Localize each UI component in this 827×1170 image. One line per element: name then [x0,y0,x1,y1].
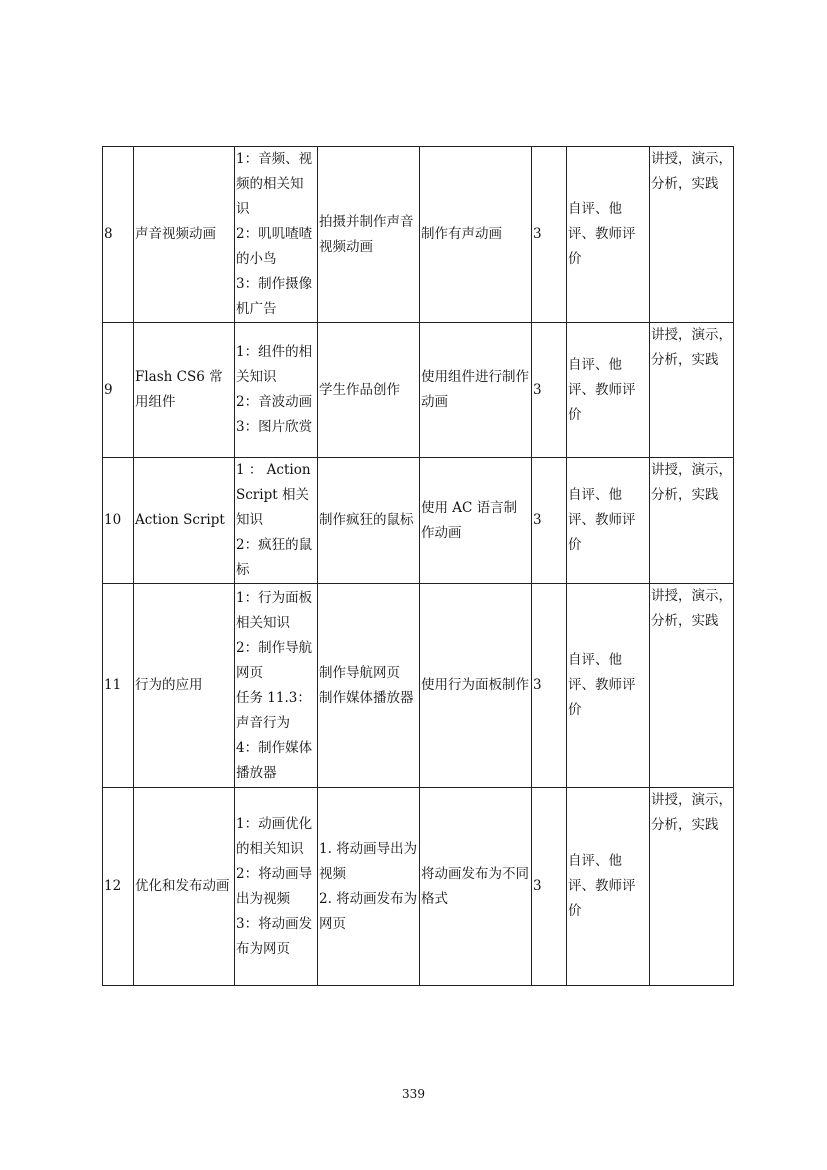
method-cell: 讲授，演示，分析，实践 [650,584,734,788]
task-text: 1. 将动画导出为视频 2. 将动画发布为网页 [319,840,418,932]
table-row [103,323,734,458]
row-number: 11 [103,584,134,788]
task-cell [318,147,420,323]
evaluation-cell: 自评、他评、教师评价 [567,458,650,584]
method-cell: 讲授，演示，分析，实践 [650,147,734,323]
hours-cell: 3 [532,458,567,584]
topic-cell: Flash CS6 常用组件 [134,323,235,458]
method-cell: 讲授，演示，分析，实践 [650,788,734,986]
content-text: 1：动画优化的相关知识 2：将动画导出为视频 3：将动画发布为网页 [236,815,313,957]
task-text: 制作导航网页 制作媒体播放器 [319,664,414,706]
goal-cell: 使用行为面板制作 [420,584,532,788]
task-cell [318,788,420,986]
table-row [103,788,734,986]
hours-cell: 3 [532,147,567,323]
method-cell: 讲授，演示，分析，实践 [650,323,734,458]
content-cell [235,147,318,323]
topic-cell: 声音视频动画 [134,147,235,323]
task-text: 学生作品创作 [319,381,400,398]
method-cell: 讲授，演示，分析，实践 [650,458,734,584]
hours-cell: 3 [532,788,567,986]
content-text: 1：音频、视频的相关知识 2：叽叽喳喳的小鸟 3：制作摄像机广告 [236,151,313,317]
goal-cell: 将动画发布为不同格式 [420,788,532,986]
task-cell [318,323,420,458]
row-number: 12 [103,788,134,986]
table-row [103,147,734,323]
page-number: 339 [402,1087,425,1101]
topic-cell: 优化和发布动画 [134,788,235,986]
goal-cell: 使用 AC 语言制作动画 [420,458,532,584]
evaluation-cell: 自评、他评、教师评价 [567,147,650,323]
course-plan-table [102,146,734,986]
table-row [103,584,734,788]
evaluation-cell: 自评、他评、教师评价 [567,323,650,458]
content-text: 1 ： Action Script 相关知识 2：疯狂的鼠标 [236,462,313,578]
content-text: 1：组件的相关知识 2：音波动画 3：图片欣赏 [236,344,313,435]
topic-cell: Action Script [134,458,235,584]
task-text: 制作疯狂的鼠标 [319,512,414,528]
task-text: 拍摄并制作声音视频动画 [319,213,414,255]
goal-cell: 制作有声动画 [420,147,532,323]
task-cell [318,458,420,584]
content-cell [235,788,318,986]
hours-cell: 3 [532,584,567,788]
content-text: 1：行为面板相关知识 2：制作导航网页 任务 11.3：声音行为 4：制作媒体播放器 [236,589,313,781]
evaluation-cell: 自评、他评、教师评价 [567,788,650,986]
evaluation-cell: 自评、他评、教师评价 [567,584,650,788]
row-number: 9 [103,323,134,458]
hours-cell: 3 [532,323,567,458]
content-cell [235,323,318,458]
table-row [103,458,734,584]
row-number: 8 [103,147,134,323]
task-cell [318,584,420,788]
row-number: 10 [103,458,134,584]
topic-cell: 行为的应用 [134,584,235,788]
goal-cell: 使用组件进行制作动画 [420,323,532,458]
content-cell [235,458,318,584]
content-cell [235,584,318,788]
